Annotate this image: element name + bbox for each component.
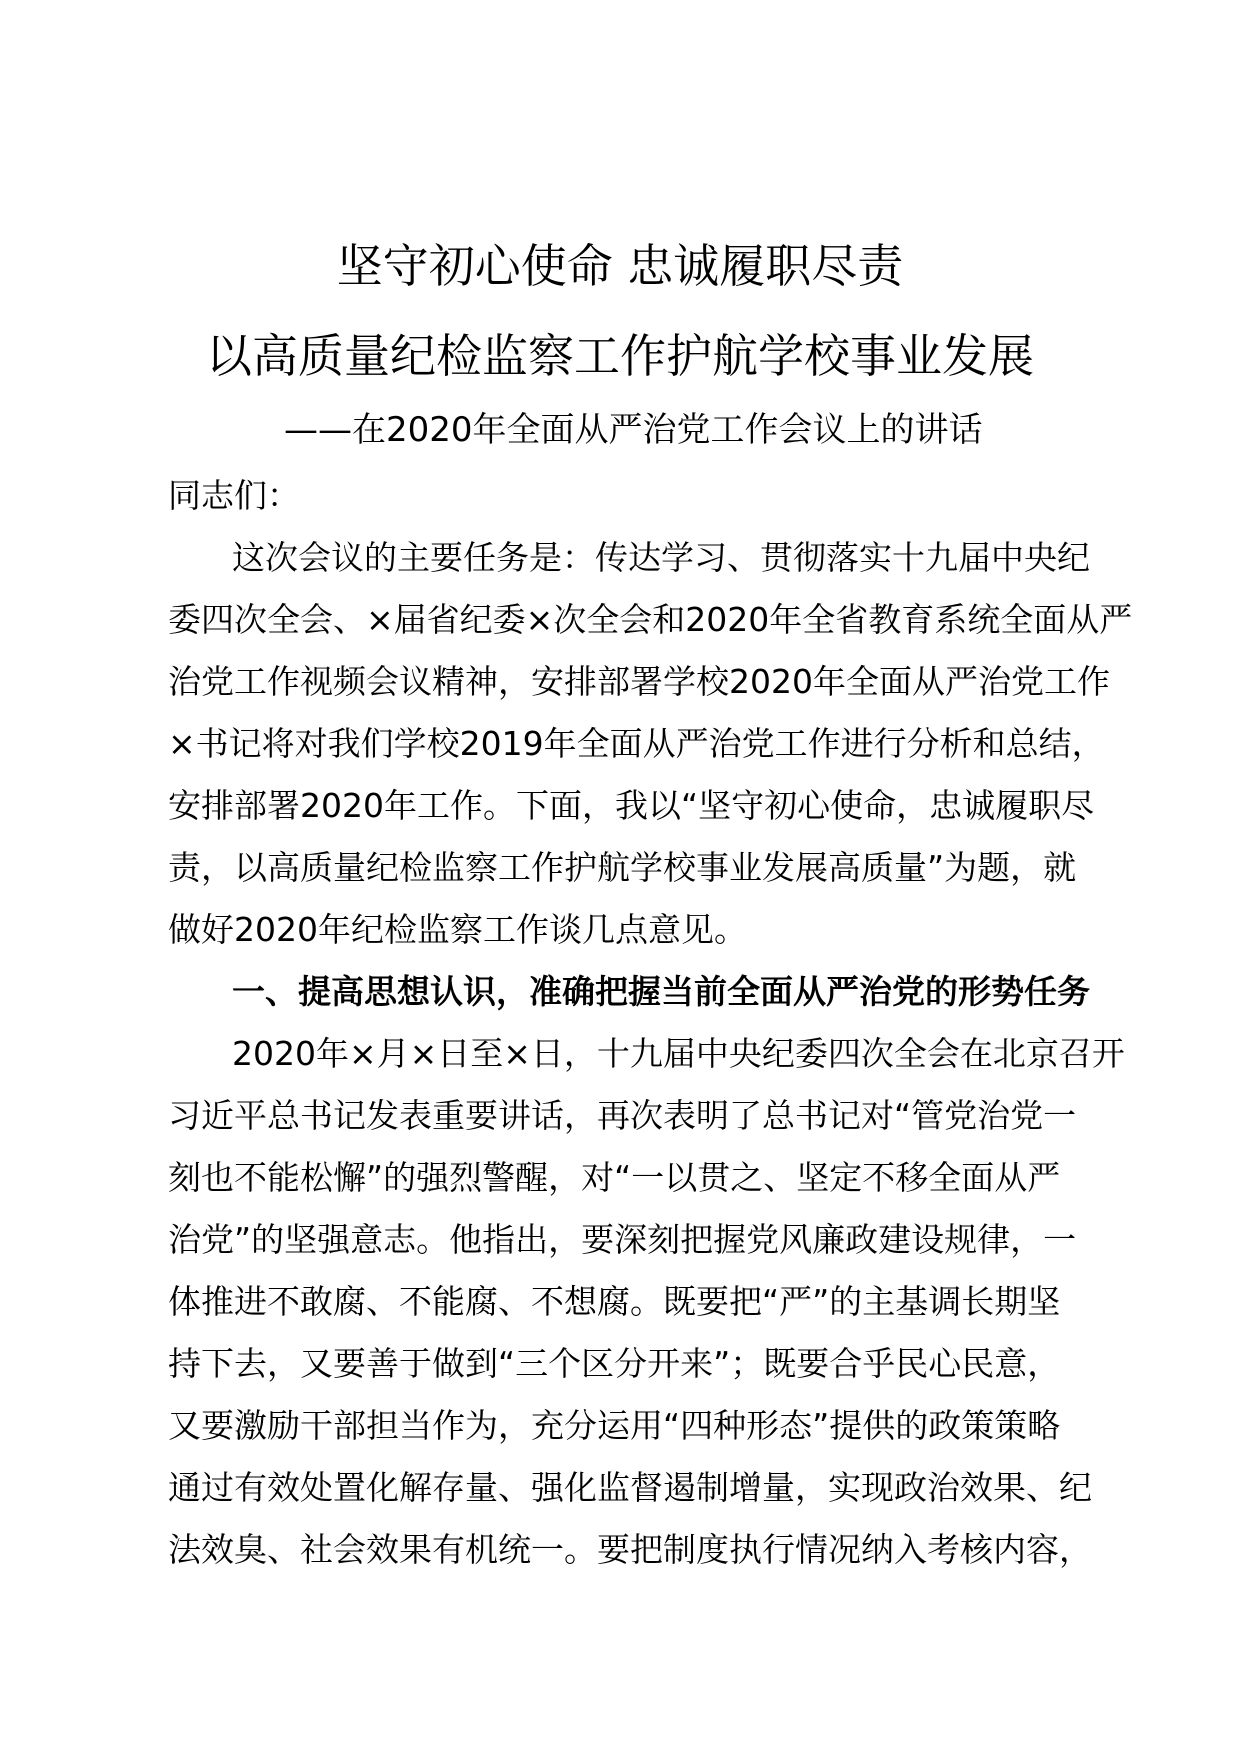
paragraph-line: 这次会议的主要任务是：传达学习、贯彻落实十九届中央纪 — [232, 538, 1090, 577]
paragraph-line: 责，以高质量纪检监察工作护航学校事业发展高质量”为题，就 — [168, 848, 1077, 887]
paragraph-line: 持下去，又要善于做到“三个区分开来”；既要合乎民心民意， — [168, 1344, 1061, 1383]
paragraph-line: 2020年×月×日至×日，十九届中央纪委四次全会在北京召开 — [232, 1034, 1125, 1073]
paragraph-line: 治党”的坚强意志。他指出，要深刻把握党风廉政建设规律，一 — [168, 1220, 1077, 1259]
paragraph-line: 安排部署2020年工作。下面，我以“坚守初心使命，忠诚履职尽 — [168, 786, 1095, 825]
paragraph-line: 做好2020年纪检监察工作谈几点意见。 — [168, 910, 747, 949]
section-heading: 一、提高思想认识，准确把握当前全面从严治党的形势任务 — [232, 972, 1090, 1011]
paragraph-line: 习近平总书记发表重要讲话，再次表明了总书记对“管党治党一 — [168, 1096, 1077, 1135]
salutation: 同志们： — [168, 476, 300, 515]
paragraph-line: 又要激励干部担当作为，充分运用“四种形态”提供的政策策略 — [168, 1406, 1061, 1445]
document-subtitle: ——在2020年全面从严治党工作会议上的讲话 — [284, 410, 983, 450]
paragraph-line: 委四次全会、×届省纪委×次全会和2020年全省教育系统全面从严 — [168, 600, 1133, 639]
paragraph-line: ×书记将对我们学校2019年全面从严治党工作进行分析和总结， — [168, 724, 1105, 763]
paragraph-line: 通过有效处置化解存量、强化监督遏制增量，实现政治效果、纪 — [168, 1468, 1092, 1507]
paragraph-line: 刻也不能松懈”的强烈警醒，对“一以贯之、坚定不移全面从严 — [168, 1158, 1061, 1197]
document-title-line-1: 坚守初心使命 忠诚履职尽责 — [336, 239, 904, 293]
paragraph-line: 治党工作视频会议精神，安排部署学校2020年全面从严治党工作 — [168, 662, 1110, 701]
paragraph-line: 法效臭、社会效果有机统一。要把制度执行情况纳入考核内容， — [168, 1530, 1092, 1569]
paragraph-line: 体推进不敢腐、不能腐、不想腐。既要把“严”的主基调长期坚 — [168, 1282, 1061, 1321]
document-title-line-2: 以高质量纪检监察工作护航学校事业发展 — [206, 329, 1034, 383]
